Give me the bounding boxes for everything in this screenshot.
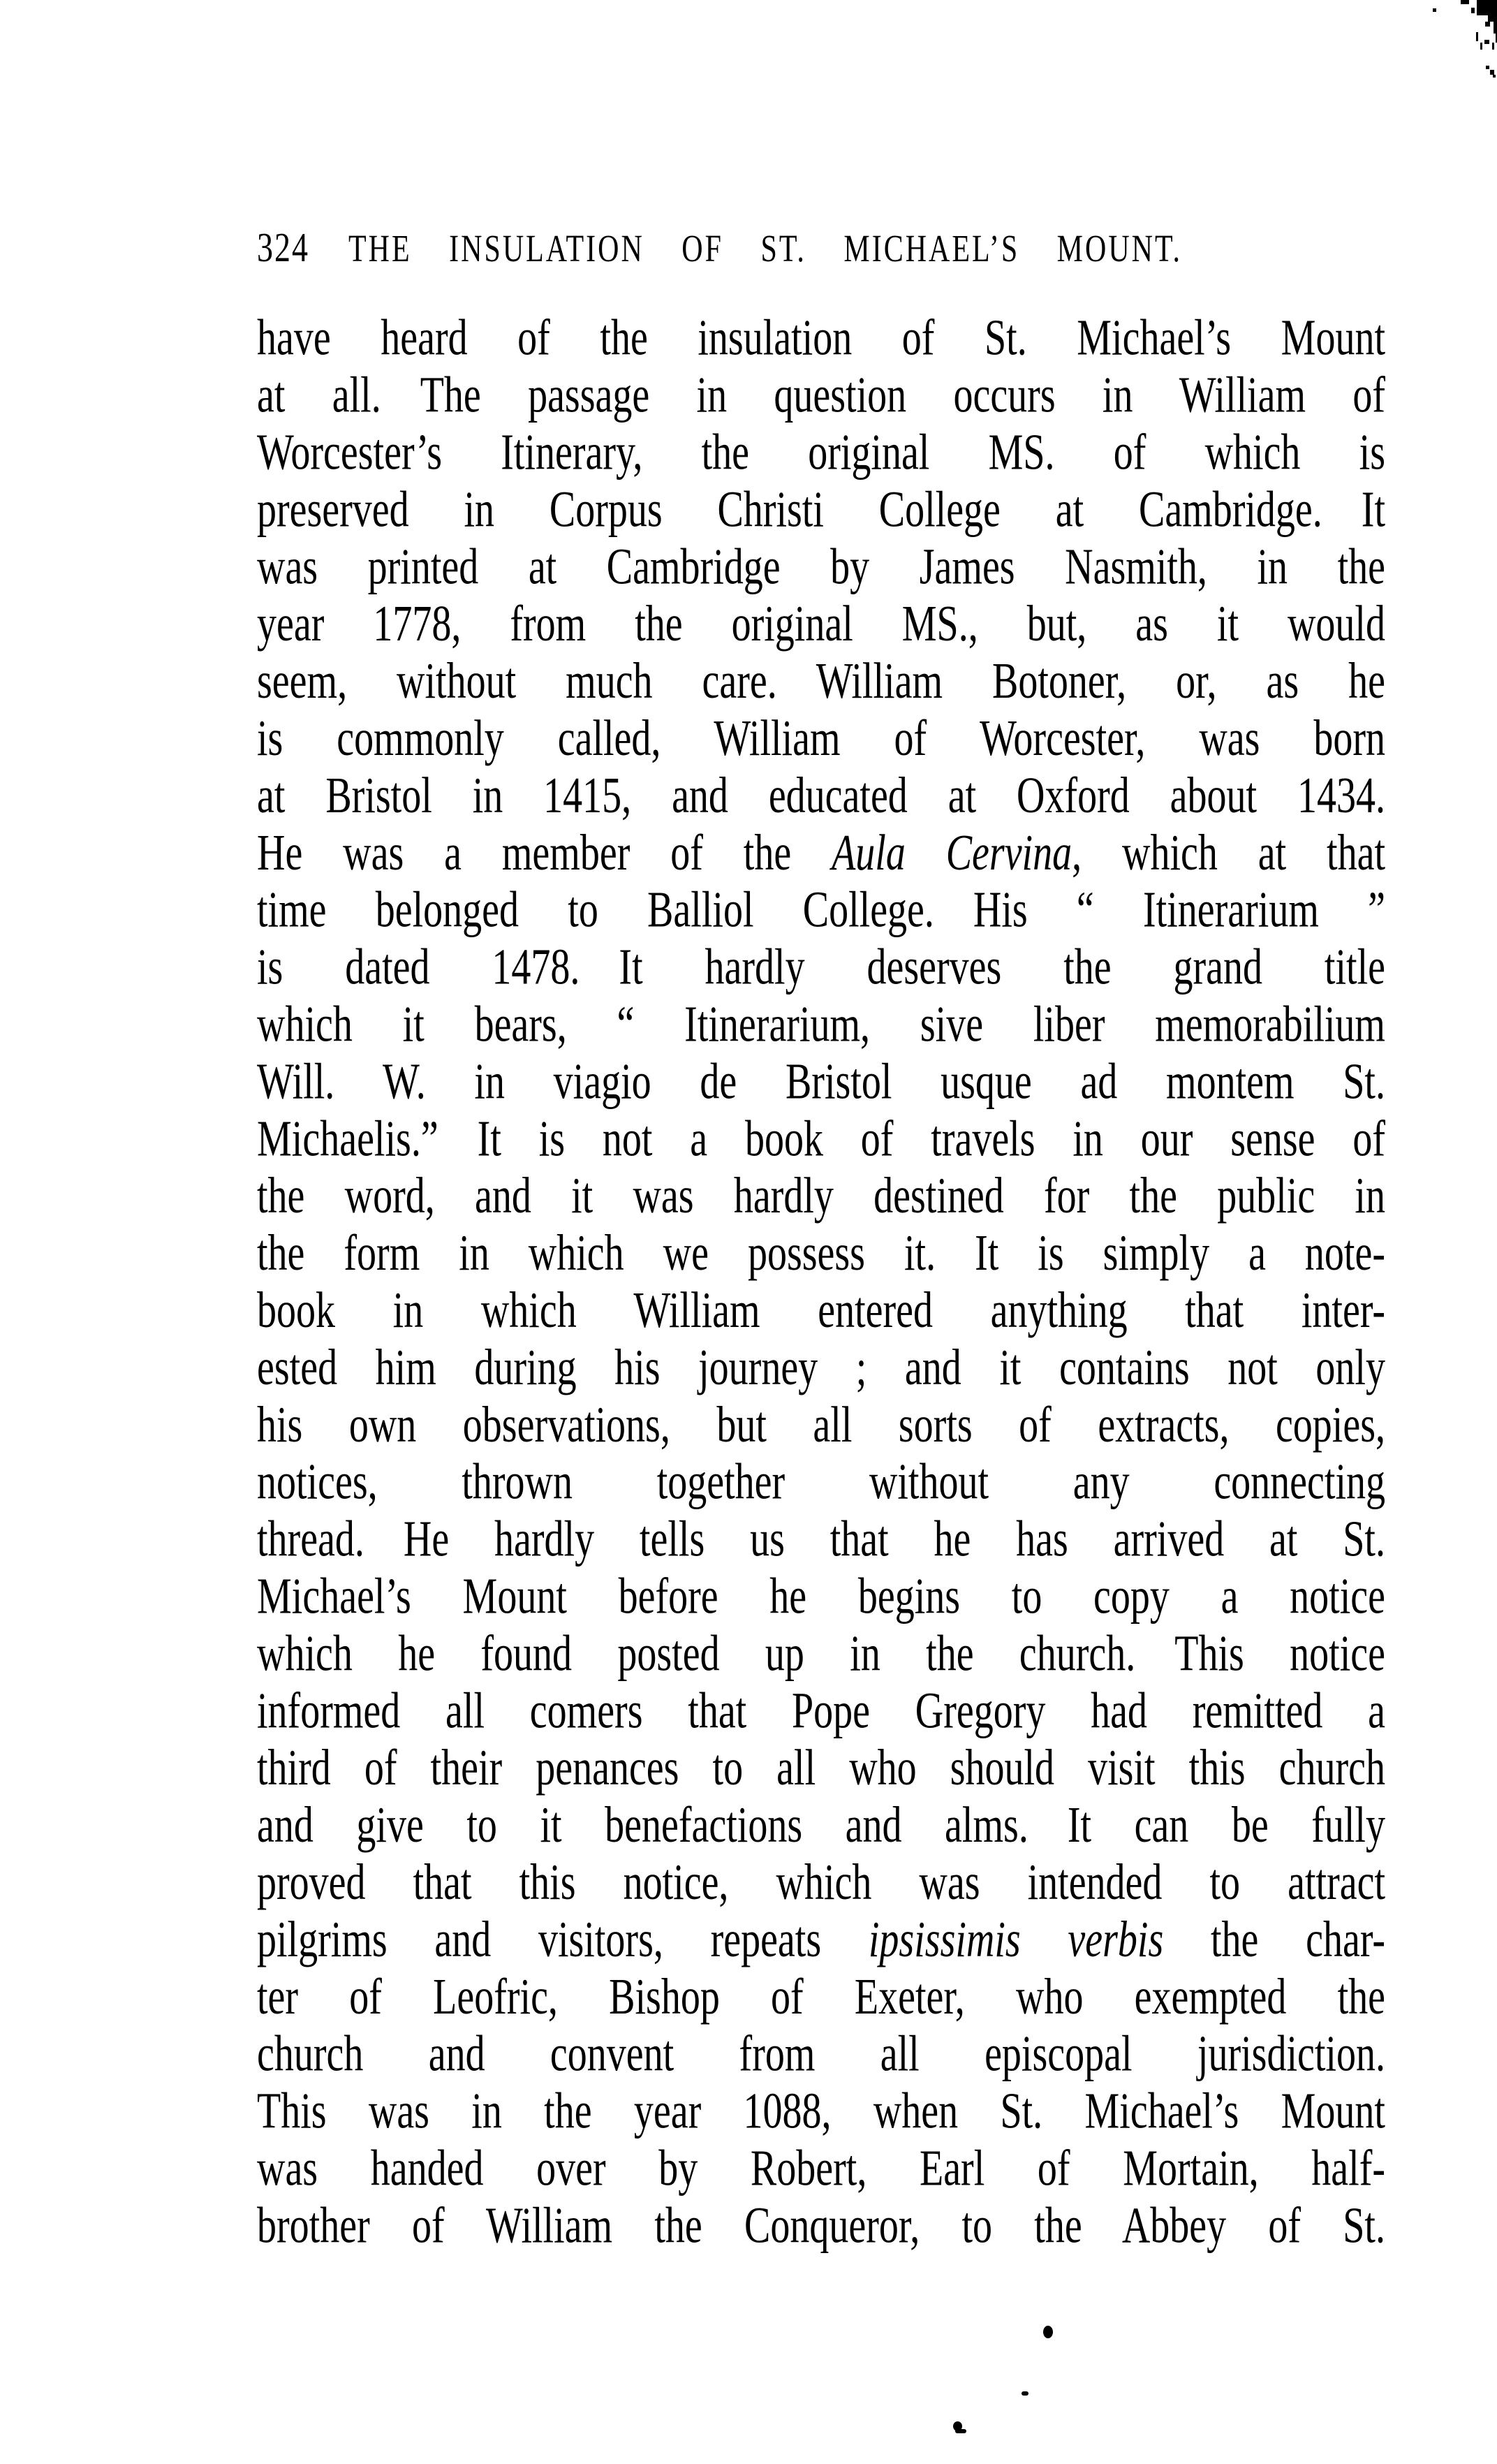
text-segment: pilgrims and visitors, repeats [257,1912,869,1968]
text-line: is commonly called, William of Worcester, was born [257,710,1385,767]
text-line: was handed over by Robert, Earl of Mortain, half- [257,2140,1385,2197]
text-line: year 1778, from the original MS., but, as it would [257,596,1385,653]
text-line: ested him during his journey ; and it contains not only [257,1340,1385,1396]
page-number: 324 [257,223,309,270]
text-line: seem, without much care. William Botoner, or, as he [257,653,1385,710]
body-text [257,310,1385,2255]
text-line: This was in the year 1088, when St. Michael’s Mount [257,2083,1385,2140]
text-line: informed all comers that Pope Gregory had remitted a [257,1682,1385,1740]
italic-text-segment: ipsissimis verbis [868,1912,1164,1968]
text-segment: the char- [1163,1912,1386,1968]
text-line: Worcester’s Itinerary, the original MS. of which is [257,424,1385,481]
text-line: book in which William entered anything that inter- [257,1282,1385,1339]
text-line: at Bristol in 1415, and educated at Oxford about 1434. [257,768,1385,824]
text-line [257,825,1385,882]
text-line: preserved in Corpus Christi College at Cambridge. It [257,481,1385,538]
text-line: his own observations, but all sorts of extracts, copies, [257,1397,1385,1453]
text-segment: , which at that [1072,825,1386,881]
text-line: Will. W. in viagio de Bristol usque ad montem St. [257,1053,1385,1110]
text-line: and give to it benefactions and alms. It can be fully [257,1797,1385,1854]
text-line: have heard of the insulation of St. Michael’s Mount [257,310,1385,367]
text-line [257,1912,1385,1969]
text-line: thread. He hardly tells us that he has arrived at St. [257,1511,1385,1568]
text-line: ter of Leofric, Bishop of Exeter, who exempted the [257,1969,1385,2025]
text-line: the form in which we possess it. It is simply a note- [257,1225,1385,1282]
running-head [257,225,1182,272]
text-line: is dated 1478. It hardly deserves the grand title [257,939,1385,996]
text-line: Michaelis.” It is not a book of travels in our sense of [257,1110,1385,1168]
text-line: was printed at Cambridge by James Nasmith, in the [257,538,1385,596]
text-line: third of their penances to all who should visit this church [257,1740,1385,1797]
text-line: time belonged to Balliol College. His “ Itinerarium ” [257,882,1385,939]
text-line: Michael’s Mount before he begins to copy a notice [257,1568,1385,1625]
text-line: the word, and it was hardly destined for the public in [257,1168,1385,1225]
text-line: which he found posted up in the church. This notice [257,1625,1385,1682]
text-line: at all. The passage in question occurs in William of [257,367,1385,424]
text-line: proved that this notice, which was intended to attract [257,1854,1385,1911]
text-line: brother of William the Conqueror, to the Abbey of St. [257,2197,1385,2254]
italic-text-segment: Aula Cervina [832,825,1072,881]
running-title: THE INSULATION OF ST. MICHAEL’S MOUNT. [348,228,1183,270]
text-line: church and convent from all episcopal jurisdiction. [257,2026,1385,2083]
text-line: which it bears, “ Itinerarium, sive liber memorabilium [257,996,1385,1053]
text-segment: He was a member of the [257,825,832,881]
text-line: notices, thrown together without any connecting [257,1454,1385,1511]
